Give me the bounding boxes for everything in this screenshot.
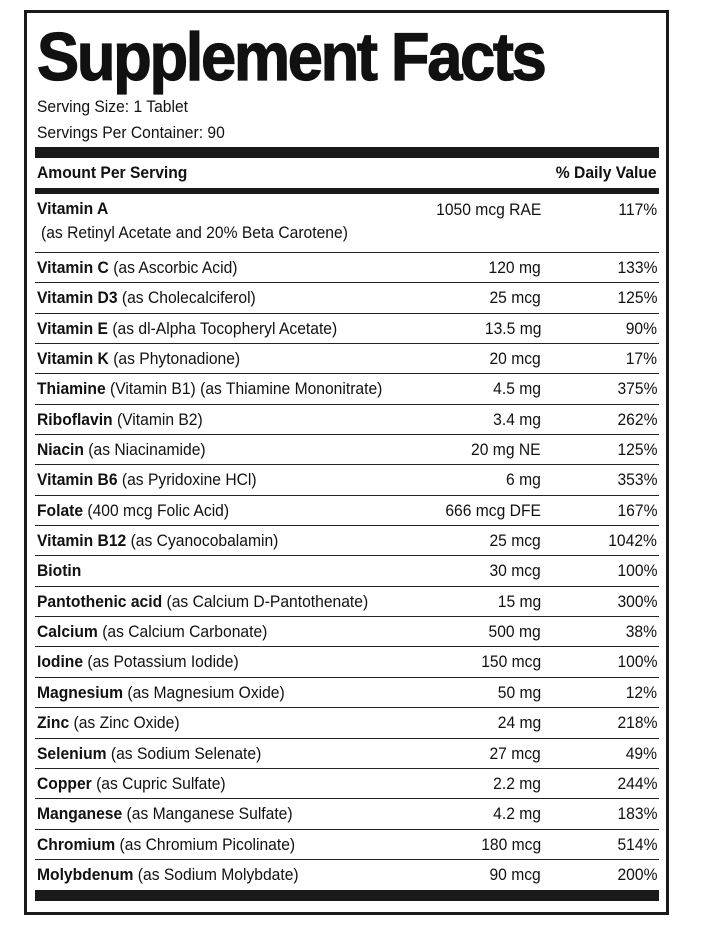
nutrient-amount: 25 mcg xyxy=(489,288,541,308)
nutrient-name-bold: Pantothenic acid xyxy=(37,591,163,611)
nutrient-daily-value: 125% xyxy=(616,288,657,308)
nutrient-source: (as Calcium D-Pantothenate) xyxy=(162,591,369,611)
nutrient-name-bold: Copper xyxy=(37,773,92,793)
nutrient-source: (as Phytonadione) xyxy=(108,349,241,369)
amount-per-serving-header: Amount Per Serving xyxy=(37,163,188,182)
nutrient-table xyxy=(35,194,659,890)
nutrient-row xyxy=(35,283,659,313)
nutrient-amount: 180 mcg xyxy=(481,834,541,854)
nutrient-daily-value: 200% xyxy=(616,864,657,884)
nutrient-source: (as Cyanocobalamin) xyxy=(126,531,279,551)
nutrient-row xyxy=(35,587,659,617)
nutrient-source: (as dl-Alpha Tocopheryl Acetate) xyxy=(107,318,338,338)
nutrient-source-line: (as Retinyl Acetate and 20% Beta Carotene) xyxy=(41,223,348,242)
nutrient-source: (as Ascorbic Acid) xyxy=(108,258,238,277)
nutrient-name xyxy=(37,531,278,551)
nutrient-row xyxy=(35,194,659,253)
nutrient-name xyxy=(37,410,203,430)
nutrient-row xyxy=(35,526,659,556)
nutrient-source: (as Cholecalciferol) xyxy=(117,288,256,308)
nutrient-name xyxy=(37,744,261,764)
nutrient-source: (as Zinc Oxide) xyxy=(69,713,180,733)
nutrient-name-bold: Selenium xyxy=(37,743,107,763)
nutrient-name-bold: Molybdenum xyxy=(37,864,134,884)
nutrient-source: (as Potassium Iodide) xyxy=(83,652,239,672)
nutrient-row xyxy=(35,405,659,435)
nutrient-daily-value: 100% xyxy=(616,652,657,672)
nutrient-name-bold: Calcium xyxy=(37,622,98,642)
nutrient-daily-value: 1042% xyxy=(608,531,657,551)
nutrient-name xyxy=(37,379,382,399)
nutrient-row xyxy=(35,769,659,799)
nutrient-name xyxy=(37,865,299,885)
nutrient-daily-value: 49% xyxy=(625,743,657,763)
nutrient-amount: 27 mcg xyxy=(489,743,541,763)
nutrient-name-bold: Magnesium xyxy=(37,682,124,702)
nutrient-row xyxy=(35,253,659,283)
nutrient-amount: 4.5 mg xyxy=(493,379,541,399)
serving-size: Serving Size: 1 Tablet xyxy=(37,97,188,116)
nutrient-daily-value: 12% xyxy=(625,682,657,702)
nutrient-source: (as Niacinamide) xyxy=(83,440,206,460)
nutrient-amount: 500 mg xyxy=(488,622,541,642)
nutrient-row xyxy=(35,708,659,738)
daily-value-header: % Daily Value xyxy=(556,163,657,182)
nutrient-name xyxy=(37,470,257,490)
nutrient-daily-value: 133% xyxy=(616,258,657,277)
nutrient-name xyxy=(37,501,229,521)
nutrient-amount: 90 mcg xyxy=(489,864,541,884)
nutrient-name xyxy=(37,652,239,672)
nutrient-source: (as Sodium Selenate) xyxy=(106,743,262,763)
nutrient-daily-value: 375% xyxy=(616,379,657,399)
nutrient-amount: 30 mcg xyxy=(489,561,541,581)
nutrient-name-bold: Vitamin B6 xyxy=(37,470,118,490)
nutrient-row xyxy=(35,435,659,465)
nutrient-source: (as Calcium Carbonate) xyxy=(97,622,268,642)
thick-divider-top xyxy=(35,147,659,158)
nutrient-source: (as Cupric Sulfate) xyxy=(91,773,226,793)
supplement-facts-panel xyxy=(24,10,669,915)
nutrient-daily-value: 117% xyxy=(618,200,657,219)
nutrient-amount: 3.4 mg xyxy=(493,409,541,429)
nutrient-row xyxy=(35,314,659,344)
nutrient-amount: 20 mg NE xyxy=(471,440,541,460)
nutrient-name xyxy=(37,683,285,703)
nutrient-name-bold: Chromium xyxy=(37,834,116,854)
thick-divider-bottom xyxy=(35,890,659,901)
nutrient-name-bold: Vitamin C xyxy=(37,258,109,277)
nutrient-name-bold: Vitamin B12 xyxy=(37,531,127,551)
nutrient-row xyxy=(35,556,659,586)
nutrient-row xyxy=(35,496,659,526)
nutrient-daily-value: 353% xyxy=(616,470,657,490)
nutrient-name xyxy=(37,288,256,308)
nutrient-daily-value: 167% xyxy=(616,500,657,520)
nutrient-daily-value: 38% xyxy=(625,622,657,642)
nutrient-row xyxy=(35,799,659,829)
column-header xyxy=(37,160,657,186)
nutrient-row xyxy=(35,830,659,860)
nutrient-name xyxy=(37,622,267,642)
nutrient-amount: 1050 mcg RAE xyxy=(435,200,541,219)
nutrient-name xyxy=(37,835,295,855)
nutrient-row xyxy=(35,465,659,495)
nutrient-name-bold: Riboflavin xyxy=(37,409,113,429)
nutrient-name-bold: Vitamin D3 xyxy=(37,288,118,308)
nutrient-source: (as Magnesium Oxide) xyxy=(123,682,285,702)
nutrient-name-bold: Vitamin K xyxy=(37,349,109,369)
nutrient-name xyxy=(37,199,108,219)
nutrient-amount: 24 mg xyxy=(497,713,541,733)
nutrient-source: (Vitamin B2) xyxy=(112,409,203,429)
nutrient-name-bold: Biotin xyxy=(37,561,82,581)
nutrient-row xyxy=(35,617,659,647)
nutrient-row xyxy=(35,678,659,708)
nutrient-name xyxy=(37,592,368,612)
nutrient-daily-value: 183% xyxy=(616,804,657,824)
nutrient-row xyxy=(35,344,659,374)
nutrient-source: (as Pyridoxine HCl) xyxy=(117,470,257,490)
nutrient-name xyxy=(37,319,337,339)
nutrient-source: (as Sodium Molybdate) xyxy=(133,864,299,884)
nutrient-source: (400 mcg Folic Acid) xyxy=(83,500,230,520)
nutrient-daily-value: 100% xyxy=(616,561,657,581)
nutrient-amount: 2.2 mg xyxy=(493,773,541,793)
nutrient-source: (as Chromium Picolinate) xyxy=(115,834,296,854)
servings-per-container: Servings Per Container: 90 xyxy=(37,123,225,142)
nutrient-name xyxy=(37,804,293,824)
nutrient-daily-value: 90% xyxy=(625,318,657,338)
nutrient-amount: 25 mcg xyxy=(489,531,541,551)
nutrient-name xyxy=(37,713,180,733)
nutrient-name-bold: Vitamin E xyxy=(37,318,108,338)
nutrient-daily-value: 514% xyxy=(616,834,657,854)
nutrient-amount: 150 mcg xyxy=(481,652,541,672)
nutrient-amount: 666 mcg DFE xyxy=(445,500,541,520)
nutrient-daily-value: 125% xyxy=(616,440,657,460)
nutrient-daily-value: 300% xyxy=(616,591,657,611)
nutrient-amount: 6 mg xyxy=(506,470,541,490)
nutrient-row xyxy=(35,860,659,890)
nutrient-amount: 13.5 mg xyxy=(484,318,541,338)
label-title: Supplement Facts xyxy=(37,19,545,95)
nutrient-name xyxy=(37,258,237,278)
nutrient-row xyxy=(35,647,659,677)
nutrient-row xyxy=(35,739,659,769)
nutrient-amount: 50 mg xyxy=(497,682,541,702)
nutrient-row xyxy=(35,374,659,404)
nutrient-name-bold: Manganese xyxy=(37,804,123,824)
nutrient-name xyxy=(37,561,81,581)
nutrient-amount: 120 mg xyxy=(488,258,541,277)
nutrient-daily-value: 244% xyxy=(616,773,657,793)
nutrient-name-bold: Niacin xyxy=(37,440,84,460)
nutrient-name xyxy=(37,440,206,460)
nutrient-name-bold: Iodine xyxy=(37,652,84,672)
nutrient-amount: 20 mcg xyxy=(489,349,541,369)
nutrient-source: (as Manganese Sulfate) xyxy=(122,804,293,824)
nutrient-name xyxy=(37,349,240,369)
nutrient-source: (Vitamin B1) (as Thiamine Mononitrate) xyxy=(105,379,383,399)
nutrient-name-bold: Vitamin A xyxy=(37,199,109,218)
nutrient-daily-value: 262% xyxy=(616,409,657,429)
nutrient-name xyxy=(37,774,226,794)
nutrient-name-bold: Zinc xyxy=(37,713,70,733)
nutrient-name-bold: Folate xyxy=(37,500,84,520)
nutrient-name-bold: Thiamine xyxy=(37,379,106,399)
nutrient-daily-value: 218% xyxy=(616,713,657,733)
nutrient-amount: 4.2 mg xyxy=(493,804,541,824)
nutrient-amount: 15 mg xyxy=(497,591,541,611)
nutrient-daily-value: 17% xyxy=(625,349,657,369)
